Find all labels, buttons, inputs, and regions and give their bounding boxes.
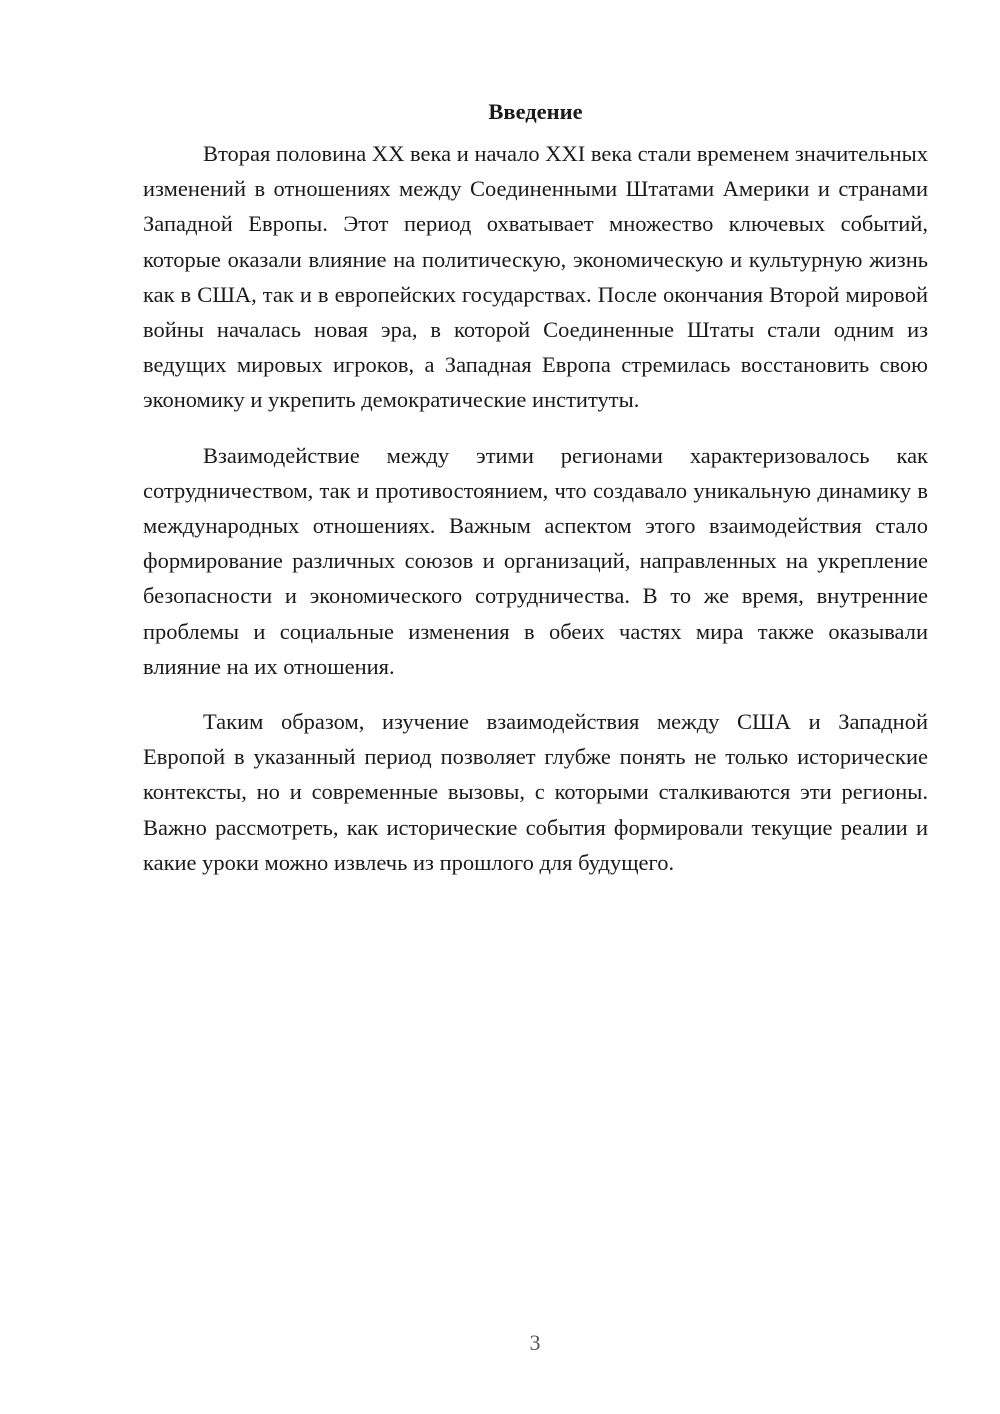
section-title: Введение: [488, 99, 583, 124]
page-content: [143, 95, 928, 900]
page-number: 3: [529, 1330, 541, 1355]
paragraph-3: Таким образом, изучение взаимодействия между США и Западной Европой в указанный период позволяет глубже понять не только исторические контексты, но и современные вызовы, с которыми сталкиваются эти регионы. Важно рассмотреть, как исторические события формировали текущие реалии и какие уроки можно извлечь из прошлого для будущего.: [143, 709, 928, 875]
paragraph-1: Вторая половина XX века и начало XXI века стали временем значительных изменений в отношениях между Соединенными Штатами Америки и странами Западной Европы. Этот период охватывает множество ключевых событий, которые оказали влияние на политическую, экономическую и культурную жизнь как в США, так и в европейских государствах. После окончания Второй мировой войны началась новая эра, в которой Соединенные Штаты стали одним из ведущих мировых игроков, а Западная Европа стремилась восстановить свою экономику и укрепить демократические институты.: [143, 141, 928, 413]
paragraph-2: Взаимодействие между этими регионами характеризовалось как сотрудничеством, так и противостоянием, что создавало уникальную динамику в международных отношениях. Важным аспектом этого взаимодействия стало формирование различных союзов и организаций, направленных на укрепление безопасности и экономического сотрудничества. В то же время, внутренние проблемы и социальные изменения в обеих частях мира также оказывали влияние на их отношения.: [143, 442, 928, 679]
